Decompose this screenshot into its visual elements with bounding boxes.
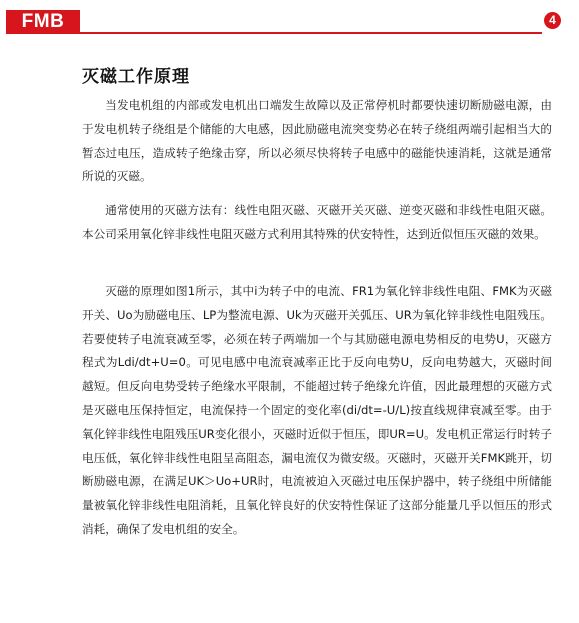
page-header (0, 0, 579, 40)
header-divider (80, 32, 542, 34)
brand-logo: FMB (6, 10, 80, 34)
paragraph-3: 灭磁的原理如图1所示，其中i为转子中的电流、FR1为氧化锌非线性电阻、FMK为灭磁开关、Uo为励磁电压、LP为整流电源、Uk为灭磁开关弧压、UR为氧化锌非线性电阻残压。若要使转子电流衰减至零，必须在转子两端加一个与其励磁电源电势相反的电势U，灭磁方程式为Ldi/dt+U=0。可见电感中电流衰减率正比于反向电势U，反向电势越大，灭磁时间越短。但反向电势受转子绝缘水平限制，不能超过转子绝缘允许值，因此最理想的灭磁方式是灭磁电压保持恒定，电流保持一个固定的变化率(di/dt=-U/L)按直线规律衰减至零。由于氧化锌非线性电阻残压UR变化很小，灭磁时近似于恒压，即UR=U。发电机正常运行时转子电压低，氧化锌非线性电阻呈高阻态，漏电流仅为微安级。灭磁时，灭磁开关FMK跳开，切断励磁电源，在满足UK＞Uo+UR时，电流被迫入灭磁过电压保护器中，转子绕组中所储能量被氧化锌非线性电阻消耗，且氧化锌良好的伏安特性保证了这部分能量几乎以恒压的形式消耗，确保了发电机组的安全。 (82, 284, 552, 536)
paragraph-1: 当发电机组的内部或发电机出口端发生故障以及正常停机时都要快速切断励磁电源，由于发电机转子绕组是个储能的大电感，因此励磁电流突变势必在转子绕组两端引起相当大的暂态过电压，造成转子绝缘击穿，所以必须尽快将转子电感中的磁能快速消耗，这就是通常所说的灭磁。 (82, 98, 552, 184)
page-title: 灭磁工作原理 (82, 67, 190, 87)
paragraph-2: 通常使用的灭磁方法有：线性电阻灭磁、灭磁开关灭磁、逆变灭磁和非线性电阻灭磁。本公司采用氧化锌非线性电阻灭磁方式利用其特殊的伏安特性，达到近似恒压灭磁的效果。 (82, 203, 552, 241)
page-number-badge: 4 (544, 12, 561, 29)
